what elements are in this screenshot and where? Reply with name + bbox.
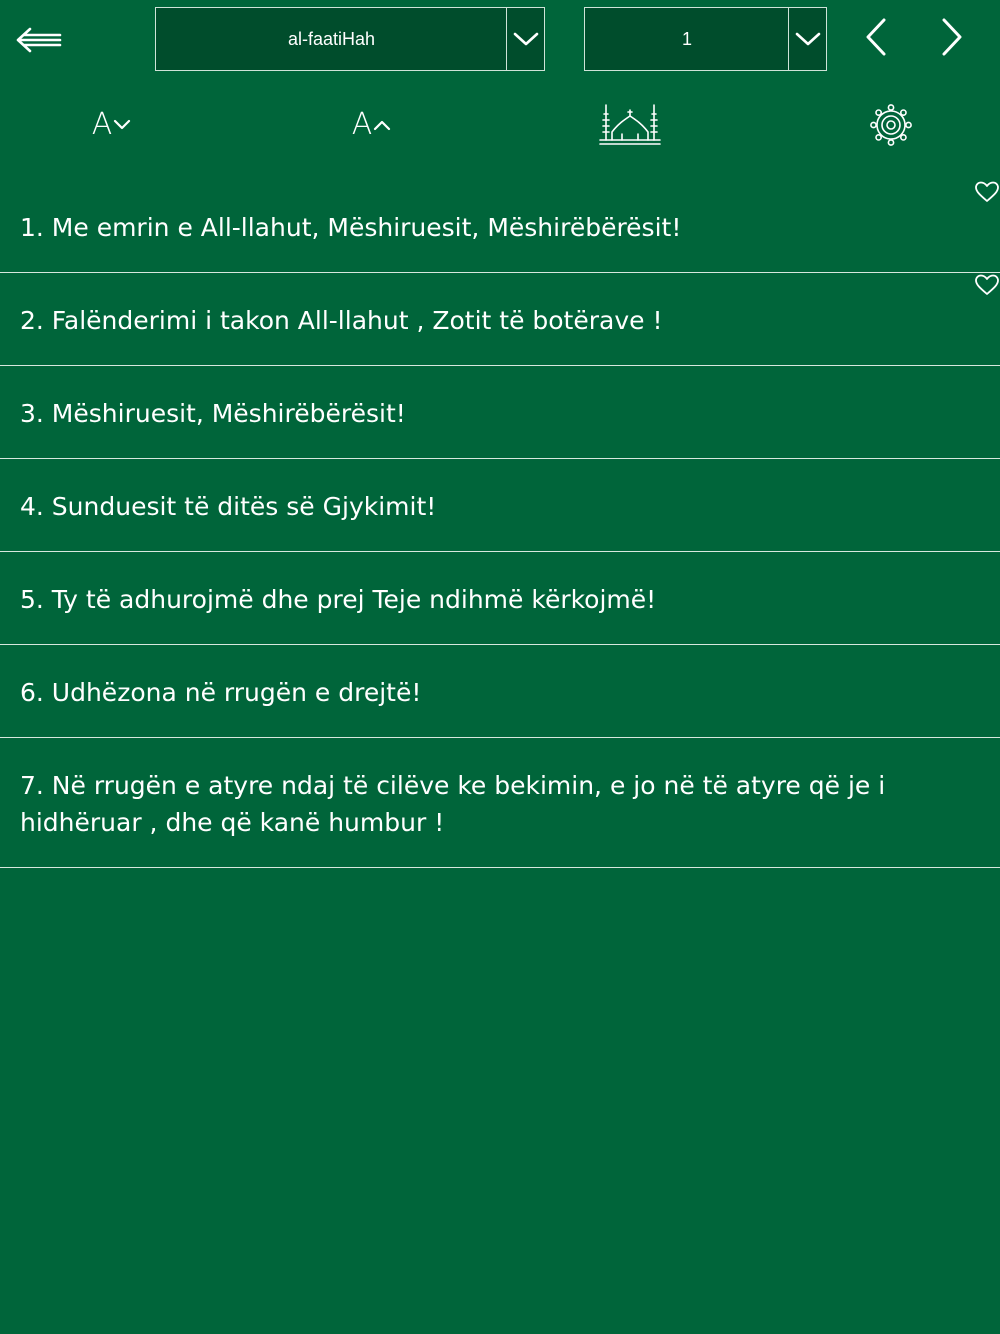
verse-item-2[interactable]	[0, 273, 1000, 366]
arrow-left-icon	[14, 18, 66, 62]
surah-select[interactable]	[155, 7, 545, 71]
heart-icon[interactable]	[974, 180, 1000, 204]
font-increase-icon	[372, 118, 392, 132]
chevron-down-icon	[795, 31, 821, 47]
verse-item-4[interactable]	[0, 459, 1000, 552]
back-button[interactable]	[14, 18, 66, 62]
ayah-select-value: 1	[681, 28, 692, 49]
ayah-select[interactable]	[584, 7, 827, 71]
font-increase-button[interactable]	[342, 98, 402, 152]
verse-text: 6. Udhëzona në rrugën e drejtë!	[20, 678, 422, 707]
top-bar	[0, 0, 1000, 80]
font-increase-glyph: A	[351, 107, 373, 142]
verse-item-6[interactable]	[0, 645, 1000, 738]
chevron-left-icon	[856, 14, 896, 60]
font-decrease-button[interactable]	[82, 98, 142, 152]
heart-icon[interactable]	[974, 273, 1000, 297]
surah-dropdown-toggle[interactable]	[506, 8, 544, 70]
mosque-icon	[598, 102, 662, 148]
surah-select-value: al-faatiHah	[287, 28, 376, 49]
verse-text: 2. Falënderimi i takon All-llahut , Zotit të botërave !	[20, 306, 663, 335]
verse-text: 1. Me emrin e All-llahut, Mëshiruesit, Mëshirëbërësit!	[20, 213, 682, 242]
verse-item-7[interactable]	[0, 738, 1000, 868]
verse-text: 5. Ty të adhurojmë dhe prej Teje ndihmë kërkojmë!	[20, 585, 657, 614]
verse-text: 3. Mëshiruesit, Mëshirëbërësit!	[20, 399, 406, 428]
toolbar	[0, 90, 1000, 160]
verse-item-3[interactable]	[0, 366, 1000, 459]
font-decrease-icon	[112, 118, 132, 132]
mosque-button[interactable]	[596, 98, 664, 152]
next-button[interactable]	[932, 14, 972, 60]
verse-item-5[interactable]	[0, 552, 1000, 645]
previous-button[interactable]	[856, 14, 896, 60]
verse-item-1[interactable]	[0, 180, 1000, 273]
chevron-down-icon	[513, 31, 539, 47]
verse-list	[0, 180, 1000, 868]
chevron-right-icon	[932, 14, 972, 60]
font-decrease-glyph: A	[91, 107, 113, 142]
ayah-dropdown-toggle[interactable]	[788, 8, 826, 70]
verse-text: 7. Në rrugën e atyre ndaj të cilëve ke bekimin, e jo në të atyre që je i hidhëruar , dhe që kanë humbur !	[20, 771, 886, 837]
gear-icon	[869, 103, 913, 147]
verse-text: 4. Sunduesit të ditës së Gjykimit!	[20, 492, 437, 521]
settings-button[interactable]	[862, 98, 920, 152]
